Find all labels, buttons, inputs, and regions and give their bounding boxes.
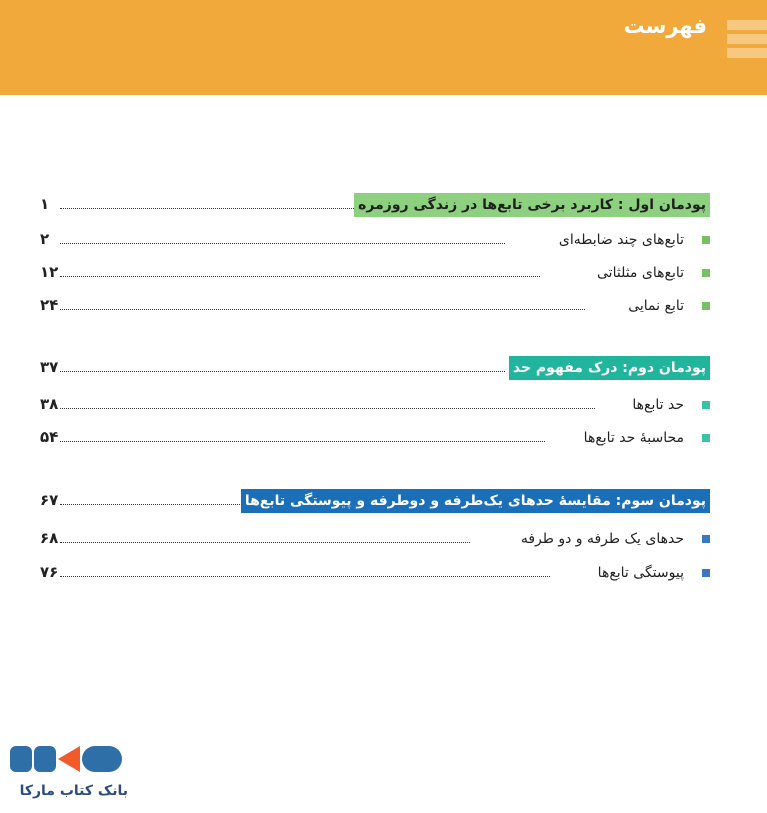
item-title: پیوستگی تابع‌ها [597,565,684,581]
toc-chapter-1[interactable] [40,193,710,217]
square-bullet-icon [702,302,710,310]
dot-leader [60,441,545,442]
dot-leader [60,276,540,277]
square-bullet-icon [702,269,710,277]
item-page: ۲۴ [40,296,59,314]
square-bullet-icon [702,569,710,577]
chapter-2-page: ۳۷ [40,358,59,376]
item-page: ۵۴ [40,428,59,446]
item-title: تابع‌های مثلثاتی [597,265,684,281]
toc-item[interactable] [40,561,710,585]
dot-leader [60,576,550,577]
item-page: ۳۸ [40,395,59,413]
item-page: ۷۶ [40,563,59,581]
item-title: تابع نمایی [628,298,684,314]
toc-item[interactable] [40,527,710,551]
logo-text: بانک کتاب مارکا [19,783,128,799]
dot-leader [60,408,595,409]
toc-chapter-3[interactable] [40,489,710,513]
square-bullet-icon [702,401,710,409]
item-title: حد تابع‌ها [632,397,684,413]
marka-logo-icon [10,742,125,775]
toc-item[interactable] [40,228,710,252]
toc-item[interactable] [40,426,710,450]
chapter-1-page: ۱ [40,195,50,213]
square-bullet-icon [702,535,710,543]
chapter-3-title: پودمان سوم: مقایسهٔ حدهای یک‌طرفه و دوطرفه و پیوستگی تابع‌ها [241,489,710,513]
chapter-1-title: پودمان اول : کاربرد برخی تابع‌ها در زندگی روزمره [354,193,710,217]
dot-leader [60,309,585,310]
dot-leader [60,542,470,543]
header-title: فهرست [623,14,707,38]
dot-leader [60,504,240,505]
chapter-2-title: پودمان دوم: درک مفهوم حد [509,356,710,380]
toc-item[interactable] [40,294,710,318]
square-bullet-icon [702,434,710,442]
toc-item[interactable] [40,261,710,285]
item-page: ۲ [40,230,50,248]
item-page: ۱۲ [40,263,59,281]
chapter-3-page: ۶۷ [40,491,59,509]
toc-chapter-2[interactable] [40,356,710,380]
dot-leader [60,243,505,244]
item-title: حدهای یک طرفه و دو طرفه [520,531,684,547]
square-bullet-icon [702,236,710,244]
item-page: ۶۸ [40,529,59,547]
item-title: تابع‌های چند ضابطه‌ای [558,232,684,248]
toc-item[interactable] [40,393,710,417]
dot-leader [60,371,505,372]
dot-leader [60,208,360,209]
item-title: محاسبهٔ حد تابع‌ها [583,430,684,446]
